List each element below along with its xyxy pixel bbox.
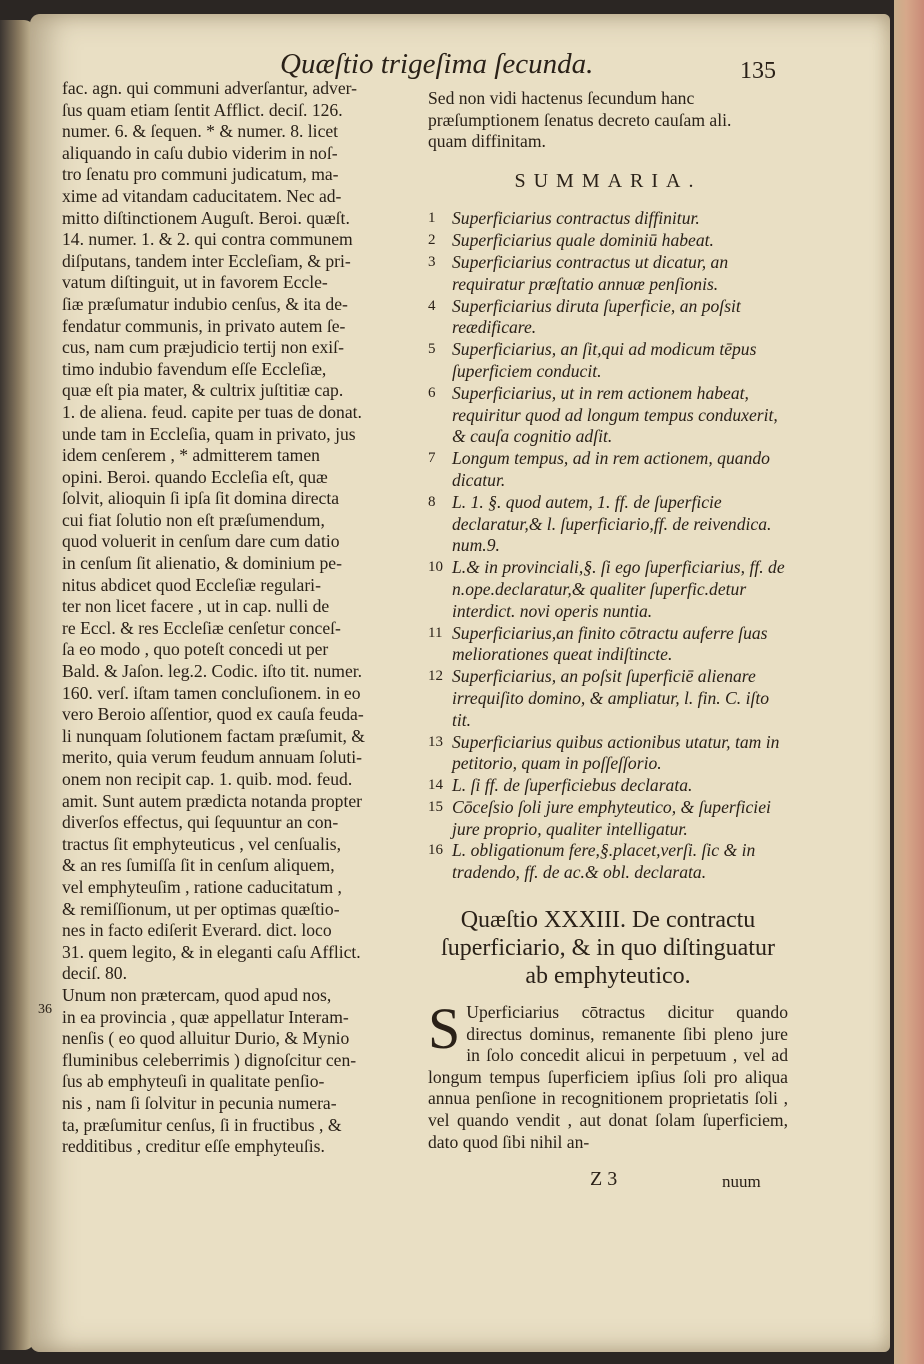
summaria-text: Superficiarius quibus actionibus utatur, tam in petitorio, quam in poſſeſſorio.	[452, 731, 780, 774]
left-column-line: Unum non prætercam, quod apud nos,	[62, 984, 332, 1005]
left-column-line: merito, quia verum feudum annuam ſoluti-	[62, 747, 362, 768]
running-header: Quæſtio trigeſima ſecunda.	[280, 48, 594, 80]
left-column-line: in ea provincia , quæ appellatur Interam-	[62, 1006, 349, 1027]
catchword: nuum	[722, 1172, 761, 1191]
summaria-item	[428, 775, 788, 797]
summaria-item	[428, 623, 788, 667]
summaria-text: L. 1. §. quod autem, 1. ff. de ſuperficie declaratur,& l. ſuperficiario,ff. de reivendica. num.9.	[452, 491, 772, 556]
left-column-line: timo indubio favendum eſſe Eccleſiæ,	[62, 358, 327, 379]
left-column-line: opini. Beroi. quando Eccleſia eſt, quæ	[62, 466, 328, 487]
left-column-line: fac. agn. qui communi adverſantur, adver-	[62, 78, 357, 98]
left-column-line: unde tam in Eccleſia, quam in privato, jus	[62, 423, 356, 444]
summaria-item	[428, 797, 788, 841]
summaria-item	[428, 383, 788, 448]
left-column-line: diverſos effectus, qui ſequuntur an con-	[62, 812, 339, 833]
body-text: Uperficiarius cōtractus dicitur quando directus dominus, remanente ſibi pleno jure in ſolo concedit alicui in perpetuum , vel ad longum tempus ſuperficiem ipſius ſoli pro aliqua annua penſione in recognitionem proprietatis ſoli , vel quando vendit , aut donat ſolam ſuperficiem, dato quod ſibi nihil an-	[428, 1002, 788, 1152]
summaria-number: 4	[428, 297, 436, 314]
left-column-line: deciſ. 80.	[62, 963, 127, 984]
summaria-text: Superficiarius quale dominiū habeat.	[452, 230, 714, 251]
left-column-line: ta, præſumitur cenſus, ſi in fructibus , &	[62, 1114, 342, 1135]
intro-line: Sed non vidi hactenus ſecundum hanc	[428, 88, 695, 108]
right-column	[428, 88, 788, 1153]
summaria-number: 1	[428, 210, 436, 227]
left-column-line: cus, nam cum præjudicio tertij non exiſ-	[62, 337, 344, 358]
body-paragraph	[428, 996, 788, 1153]
summaria-number: 3	[428, 253, 436, 270]
left-column-line: diſputans, tandem inter Eccleſiam, & pri-	[62, 250, 351, 271]
left-column-line: & remiſſionum, ut per optimas quæſtio-	[62, 898, 340, 919]
left-column-line: nitus abdicet quod Eccleſiæ regulari-	[62, 574, 321, 595]
left-column-line: numer. 6. & ſequen. * & numer. 8. licet	[62, 121, 339, 142]
quaestio-title: Quæſtio XXXIII. De contractu ſuperficiario, & in quo diſtinguatur ab emphyteutico.	[441, 907, 775, 990]
summaria-item	[428, 296, 788, 340]
summaria-number: 13	[428, 733, 443, 750]
left-column-line: 1. de aliena. feud. capite per tuas de donat.	[62, 401, 362, 422]
margin-number: 36	[38, 1002, 52, 1017]
summaria-text: Superficiarius contractus ut dicatur, an requiratur præſtatio annuæ penſionis.	[452, 251, 729, 294]
left-column-line: ſus ab emphyteuſi in qualitate penſio-	[62, 1071, 325, 1092]
summaria-item	[428, 208, 788, 230]
left-column-line: aliquando in caſu dubio viderim in noſ-	[62, 142, 338, 163]
left-column-line: in cenſum ſit alienatio, & dominium pe-	[62, 553, 342, 574]
summaria-text: Superficiarius,an finito cōtractu auferre ſuas meliorationes queat indiſtincte.	[452, 622, 768, 665]
left-column-line: vel emphyteuſim , ratione caducitatum ,	[62, 876, 342, 897]
summaria-number: 11	[428, 624, 443, 641]
summaria-text: Longum tempus, ad in rem actionem, quando dicatur.	[452, 448, 770, 490]
summaria-text: Superficiarius, ut in rem actionem habeat, requiritur quod ad longum tempus conduxerit, & cauſa cognitio adſit.	[452, 382, 778, 447]
summaria-number: 14	[428, 777, 443, 794]
summaria-text: L.& in provinciali,§. ſi ego ſuperficiarius, ff. de n.ope.declaratur,& qualiter ſuperfic.detur interdict. novi operis nuntia.	[452, 557, 785, 621]
summaria-item	[428, 666, 788, 731]
left-column-line: Bald. & Jaſon. leg.2. Codic. iſto tit. numer.	[62, 661, 363, 682]
summaria-item	[428, 252, 788, 296]
summaria-text: Superficiarius, an ſit,qui ad modicum tēpus ſuperficiem conducit.	[452, 339, 757, 381]
summaria-number: 10	[428, 559, 443, 576]
summaria-number: 12	[428, 668, 443, 685]
summaria-text: Cōceſsio ſoli jure emphyteutico, & ſuperficiei jure proprio, qualiter intelligatur.	[452, 796, 771, 839]
left-column-line: vatum diſtinguit, ut in favorem Eccle-	[62, 272, 328, 293]
left-column-line: re Eccl. & res Eccleſiæ cenſetur conceſ-	[62, 617, 341, 638]
summaria-number: 2	[428, 232, 436, 249]
summaria-text: Superficiarius, an poſsit ſuperficiē alienare irrequiſito domino, & ampliatur, l. fin. C. iſto tit.	[452, 666, 770, 730]
intro-line: præſumptionem ſenatus decreto cauſam ali.	[428, 109, 732, 130]
left-column-line: nenſis ( eo quod alluitur Durio, & Mynio	[62, 1028, 350, 1049]
summaria-text: Superficiarius contractus diffinitur.	[452, 208, 700, 229]
left-column	[62, 78, 400, 1158]
intro-line: quam diffinitam.	[428, 131, 546, 152]
left-column-line: idem cenſerem , * admitterem tamen	[62, 445, 320, 466]
left-column-line: onem non recipit cap. 1. quib. mod. feud.	[62, 769, 353, 789]
left-column-line: amit. Sunt autem prædicta notanda propter	[62, 790, 362, 811]
summaria-text: L. obligationum fere,§.placet,verſi. ſic & in tradendo, ff. de ac.& obl. declarata.	[452, 840, 756, 883]
left-column-line: nis , nam ſi ſolvitur in pecunia numera-	[62, 1092, 337, 1113]
left-column-line: ter non licet facere , ut in cap. nulli de	[62, 596, 330, 617]
left-column-line: quæ eſt pia mater, & cultrix juſtitiæ cap.	[62, 380, 344, 401]
summaria-title: SUMMARIA.	[514, 169, 702, 192]
signature-mark: Z 3	[590, 1168, 618, 1190]
summaria-item	[428, 492, 788, 557]
left-column-line: cui fiat ſolutio non eſt præſumendum,	[62, 509, 325, 530]
summaria-item	[428, 732, 788, 776]
left-column-line: vero Beroio aſſentior, quod ex cauſa feuda-	[62, 704, 364, 725]
summaria-number: 7	[428, 450, 436, 467]
left-column-line: xime ad vitandam caducitatem. Nec ad-	[62, 185, 342, 206]
left-column-line: fendatur communis, in privato autem ſe-	[62, 315, 346, 336]
summaria-number: 6	[428, 384, 436, 401]
summaria-number: 8	[428, 493, 436, 510]
summaria-item	[428, 557, 788, 622]
left-column-line: nes in facto ediſerit Everard. dict. loco	[62, 920, 332, 941]
left-column-line: quod voluerit in cenſum dare cum datio	[62, 531, 340, 552]
summaria-number: 16	[428, 842, 443, 859]
right-intro	[428, 88, 788, 153]
summaria-list	[428, 208, 788, 884]
left-column-line: ſiæ præſumatur indubio cenſus, & ita de-	[62, 293, 348, 314]
left-column-line: & an res ſumiſſa ſit in cenſum aliquem,	[62, 855, 335, 876]
left-column-line: li nunquam ſolutionem factam præſumit, &	[62, 725, 365, 746]
page-fore-edge	[894, 0, 924, 1364]
page-number: 135	[740, 58, 776, 84]
left-column-line: 14. numer. 1. & 2. qui contra communem	[62, 229, 353, 250]
book-gutter	[0, 20, 34, 1350]
left-column-line: fluminibus celeberrimis ) dignoſcitur cen-	[62, 1049, 357, 1070]
left-column-line: ſolvit, alioquin ſi ipſa ſit domina directa	[62, 488, 340, 509]
left-column-line: redditibus , creditur eſſe emphyteuſis.	[62, 1136, 325, 1157]
summaria-item	[428, 448, 788, 492]
left-column-line: tro ſenatu pro communi judicatum, ma-	[62, 164, 339, 185]
left-column-line: mitto diſtinctionem Auguſt. Beroi. quæſt.	[62, 207, 350, 228]
summaria-number: 5	[428, 341, 436, 358]
summaria-text: L. ſi ff. de ſuperficiebus declarata.	[452, 775, 693, 796]
drop-cap: S	[428, 996, 461, 1062]
summaria-item	[428, 230, 788, 252]
left-column-line: 160. verſ. iſtam tamen concluſionem. in eo	[62, 682, 361, 703]
left-column-line: 31. quem legito, & in eleganti caſu Afflict.	[62, 941, 361, 962]
summaria-item	[428, 840, 788, 884]
left-column-line: tractus ſit emphyteuticus , vel cenſualis,	[62, 833, 341, 854]
summaria-item	[428, 339, 788, 383]
summaria-text: Superficiarius diruta ſuperficie, an poſsit reædificare.	[452, 295, 741, 338]
left-column-line: ſa eo modo , quo poteſt concedi ut per	[62, 639, 329, 660]
summaria-number: 15	[428, 798, 443, 815]
left-column-line: ſus quam etiam ſentit Afflict. deciſ. 126.	[62, 99, 343, 120]
